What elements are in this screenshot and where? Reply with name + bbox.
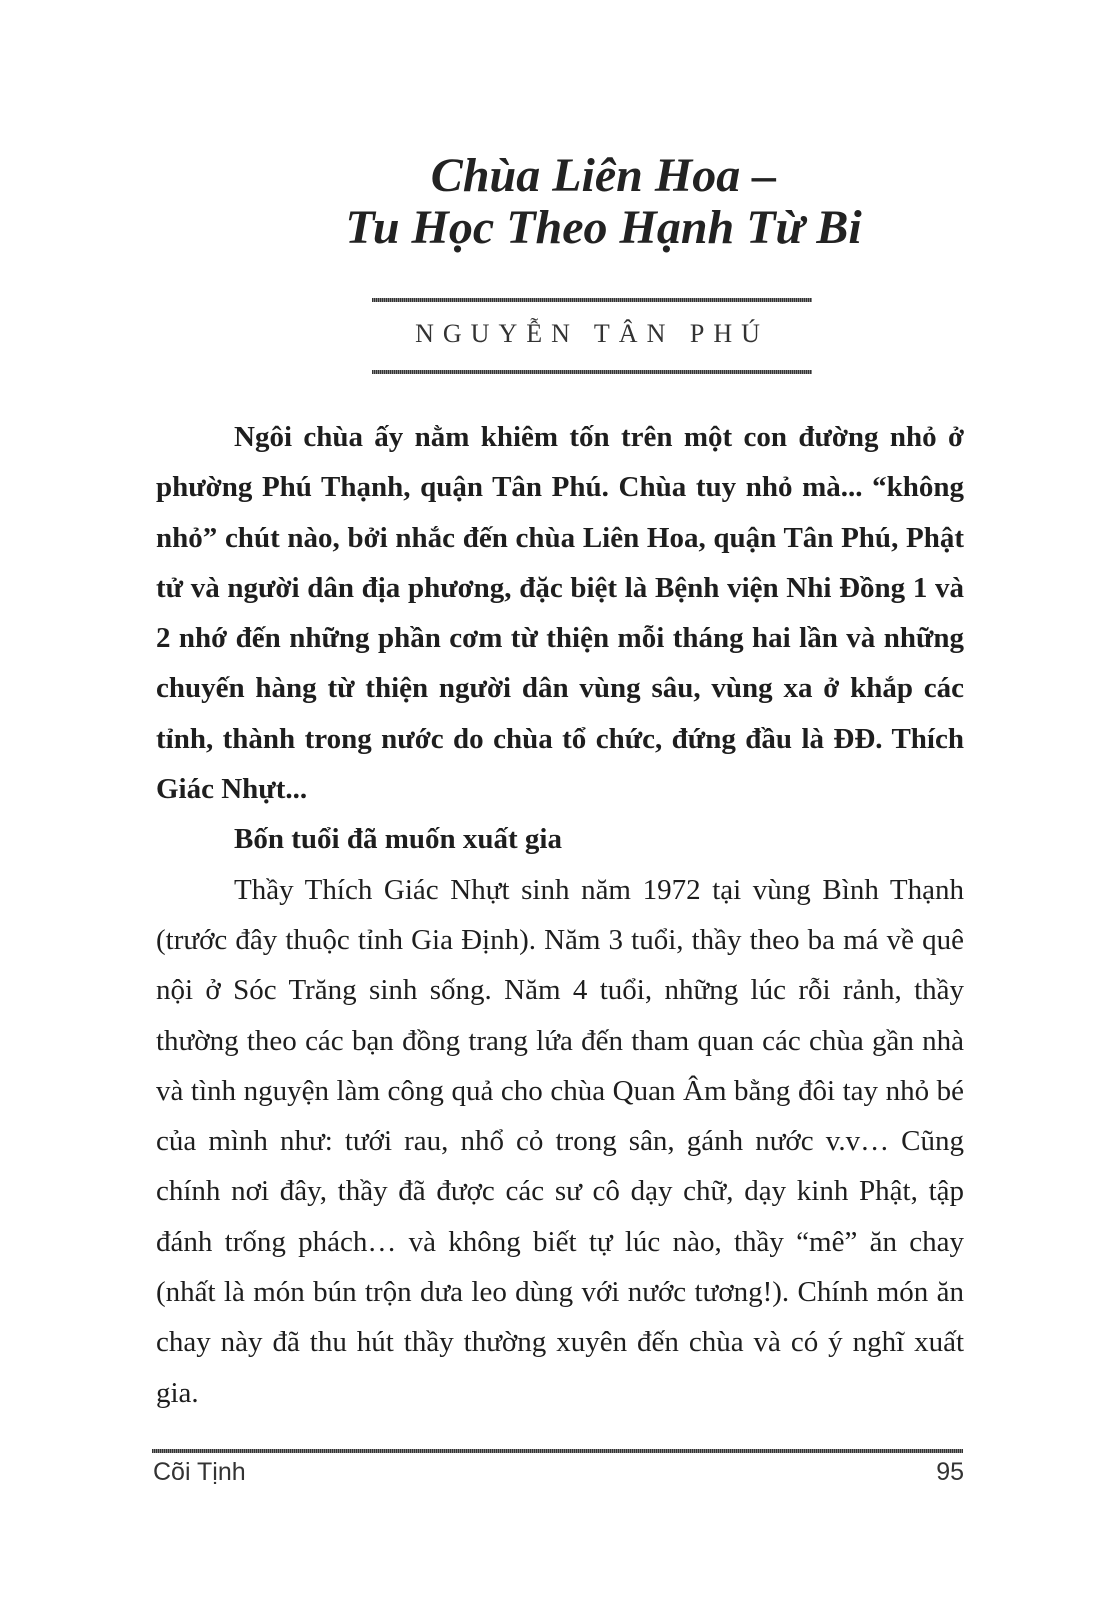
- author-rule-top: [372, 298, 812, 302]
- section-subheading: Bốn tuổi đã muốn xuất gia: [234, 823, 562, 856]
- publication-name: Cõi Tịnh: [153, 1458, 246, 1486]
- article-body: [156, 412, 964, 1418]
- author-name: NGUYỄN TÂN PHÚ: [415, 319, 769, 348]
- lead-paragraph: Ngôi chùa ấy nằm khiêm tốn trên một con đường nhỏ ở phường Phú Thạnh, quận Tân Phú. Chùa tuy nhỏ mà... “không nhỏ” chút nào, bởi nhắc đến chùa Liên Hoa, quận Tân Phú, Phật tử và người dân địa phương, đặc biệt là Bệnh viện Nhi Đồng 1 và 2 nhớ đến những phần cơm từ thiện mỗi tháng hai lần và những chuyến hàng từ thiện người dân vùng sâu, vùng xa ở khắp các tỉnh, thành trong nước do chùa tổ chức, đứng đầu là ĐĐ. Thích Giác Nhựt...: [156, 421, 964, 806]
- page-number: 95: [936, 1458, 964, 1486]
- article-title: [0, 150, 1119, 254]
- footer-rule: [152, 1449, 963, 1453]
- author-rule-bottom: [372, 370, 812, 374]
- article-title-line-1: Chùa Liên Hoa –: [430, 149, 777, 202]
- body-paragraph: Thầy Thích Giác Nhựt sinh năm 1972 tại vùng Bình Thạnh (trước đây thuộc tỉnh Gia Định). Năm 3 tuổi, thầy theo ba má về quê nội ở Sóc Trăng sinh sống. Năm 4 tuổi, những lúc rỗi rảnh, thầy thường theo các bạn đồng trang lứa đến tham quan các chùa gần nhà và tình nguyện làm công quả cho chùa Quan Âm bằng đôi tay nhỏ bé của mình như: tưới rau, nhổ cỏ trong sân, gánh nước v.v… Cũng chính nơi đây, thầy đã được các sư cô dạy chữ, dạy kinh Phật, tập đánh trống phách… và không biết tự lúc nào, thầy “mê” ăn chay (nhất là món bún trộn dưa leo dùng với nước tương!). Chính món ăn chay này đã thu hút thầy thường xuyên đến chùa và có ý nghĩ xuất gia.: [156, 873, 964, 1409]
- article-title-line-2: Tu Học Theo Hạnh Từ Bi: [345, 201, 862, 254]
